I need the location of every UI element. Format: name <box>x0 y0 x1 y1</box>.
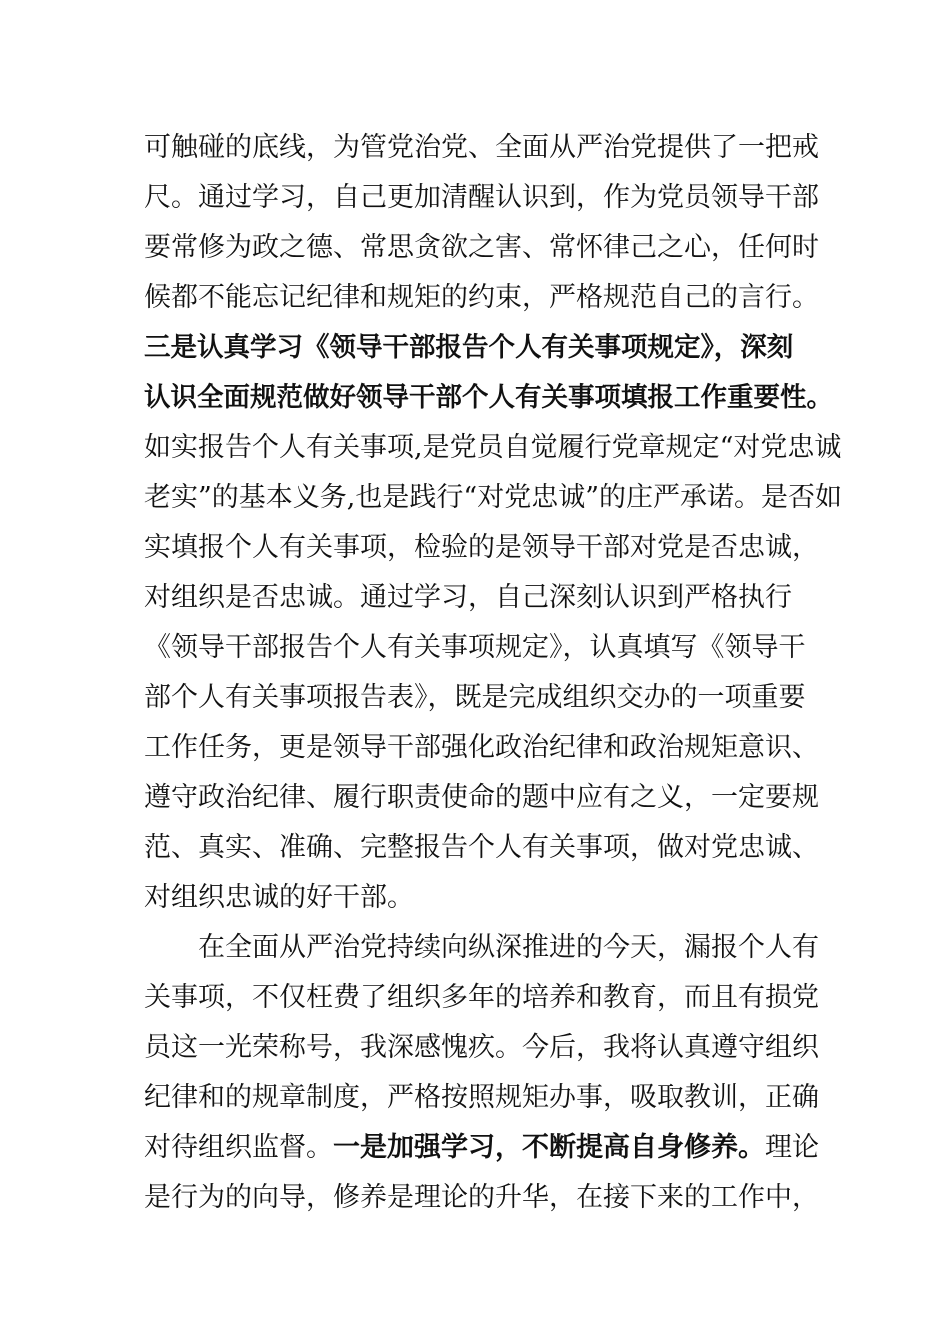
text-line: 对组织是否忠诚。通过学习，自己深刻认识到严格执行 <box>144 582 792 613</box>
text-line: 要常修为政之德、常思贪欲之害、常怀律己之心，任何时 <box>144 232 819 263</box>
text-line: 工作任务，更是领导干部强化政治纪律和政治规矩意识、 <box>144 732 819 763</box>
text-line: 候都不能忘记纪律和规矩的约束，严格规范自己的言行。 <box>144 282 819 313</box>
paragraph-first-line: 在全面从严治党持续向纵深推进的今天，漏报个人有 <box>198 932 819 963</box>
text-line: 老实”的基本义务,也是践行“对党忠诚”的庄严承诺。是否如 <box>144 482 842 513</box>
heading-line: 三是认真学习《领导干部报告个人有关事项规定》，深刻 <box>144 332 794 363</box>
text-line: 《领导干部报告个人有关事项规定》，认真填写《领导干 <box>144 632 806 663</box>
text-line: 遵守政治纪律、履行职责使命的题中应有之义，一定要规 <box>144 782 819 813</box>
text-line <box>144 1128 824 1168</box>
text-line: 部个人有关事项报告表》，既是完成组织交办的一项重要 <box>144 682 806 713</box>
text-line: 实填报个人有关事项，检验的是领导干部对党是否忠诚， <box>144 532 819 563</box>
text-line: 尺。通过学习，自己更加清醒认识到，作为党员领导干部 <box>144 182 819 213</box>
heading-line: 认识全面规范做好领导干部个人有关事项填报工作重要性。 <box>144 382 833 413</box>
text-segment: 理论 <box>765 1132 819 1163</box>
text-line: 可触碰的底线，为管党治党、全面从严治党提供了一把戒 <box>144 132 819 163</box>
text-line: 员这一光荣称号，我深感愧疚。今后，我将认真遵守组织 <box>144 1032 819 1063</box>
text-line: 范、真实、准确、完整报告个人有关事项，做对党忠诚、 <box>144 832 819 863</box>
text-line: 对组织忠诚的好干部。 <box>144 882 414 913</box>
text-line: 是行为的向导，修养是理论的升华，在接下来的工作中， <box>144 1182 819 1213</box>
text-line: 如实报告个人有关事项,是党员自觉履行党章规定“对党忠诚 <box>144 432 842 463</box>
text-line: 纪律和的规章制度，严格按照规矩办事，吸取教训，正确 <box>144 1082 819 1113</box>
bold-heading-segment: 一是加强学习，不断提高自身修养。 <box>333 1132 765 1163</box>
text-segment: 对待组织监督。 <box>144 1132 333 1163</box>
text-line: 关事项，不仅枉费了组织多年的培养和教育，而且有损党 <box>144 982 819 1013</box>
